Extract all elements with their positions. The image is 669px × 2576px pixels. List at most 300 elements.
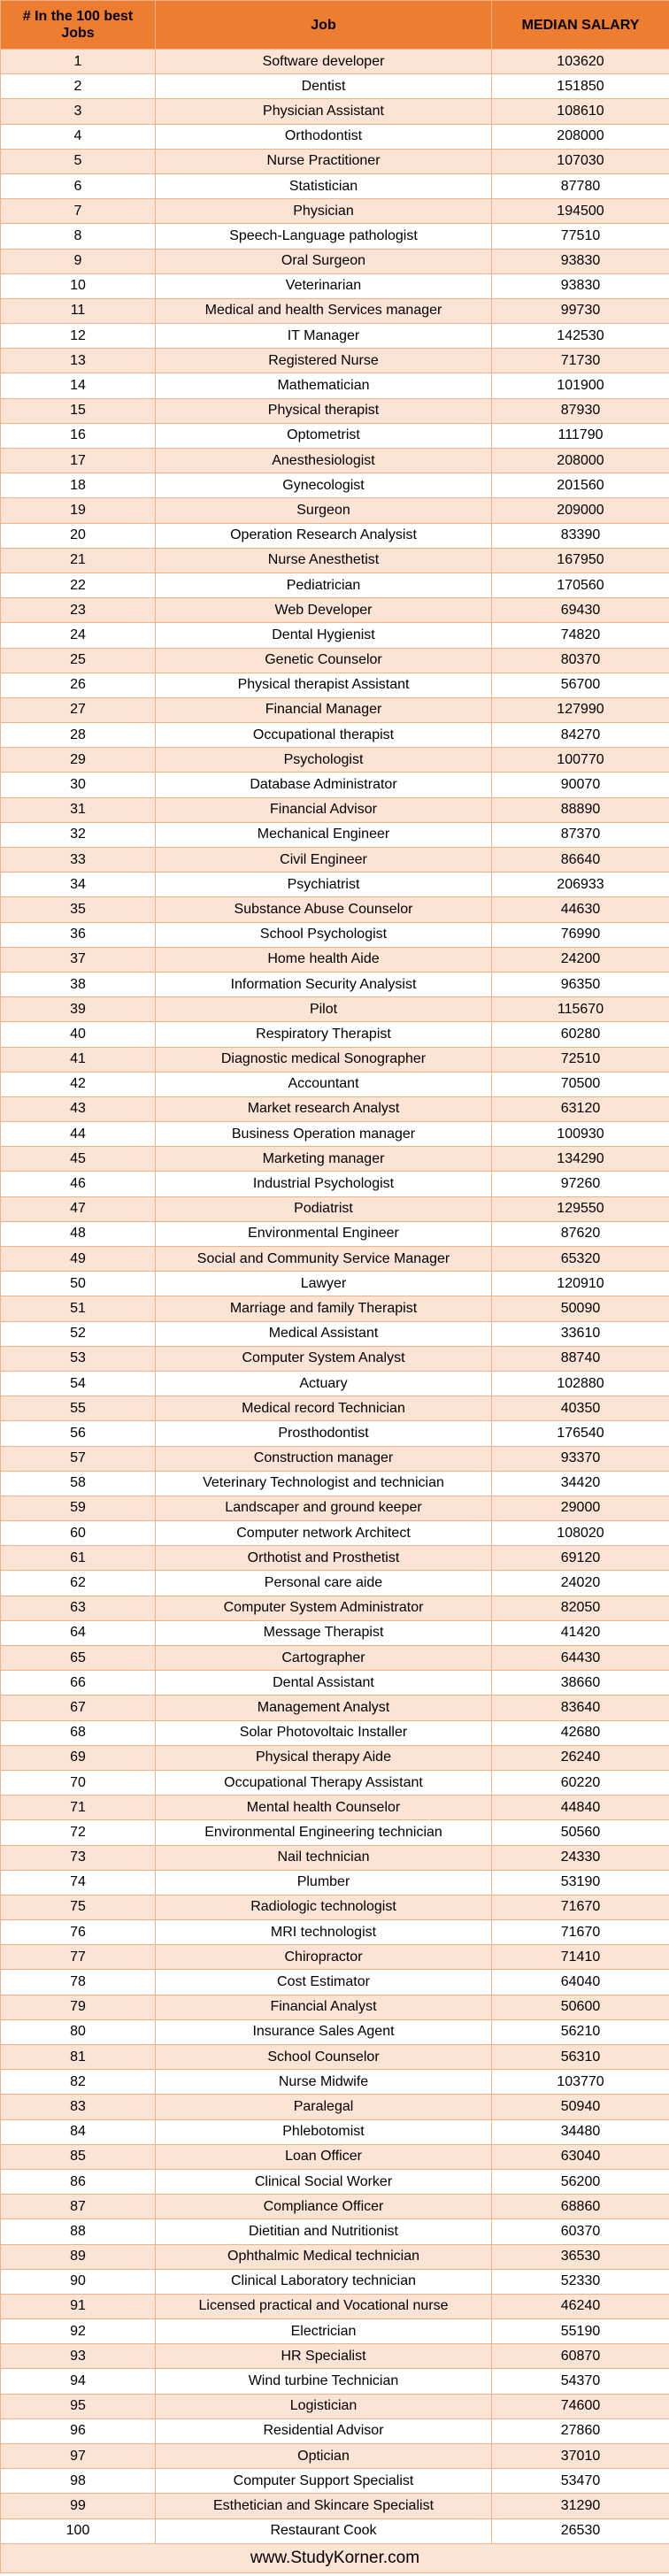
table-row — [1, 423, 669, 448]
rank-cell: 44 — [1, 1122, 156, 1147]
table-row — [1, 498, 669, 523]
table-row — [1, 797, 669, 822]
rank-cell: 47 — [1, 1196, 156, 1221]
job-cell: Web Developer — [156, 598, 492, 623]
header-row — [1, 1, 669, 50]
job-cell: Clinical Social Worker — [156, 2169, 492, 2194]
salary-cell: 76990 — [492, 922, 669, 947]
job-cell: Loan Officer — [156, 2144, 492, 2169]
rank-cell: 40 — [1, 1022, 156, 1047]
salary-cell: 176540 — [492, 1421, 669, 1446]
salary-cell: 26530 — [492, 2518, 669, 2543]
job-cell: School Psychologist — [156, 922, 492, 947]
job-cell: Accountant — [156, 1072, 492, 1096]
rank-cell: 42 — [1, 1072, 156, 1096]
rank-cell: 57 — [1, 1446, 156, 1471]
table-row — [1, 449, 669, 473]
table-row — [1, 1396, 669, 1421]
salary-cell: 101900 — [492, 373, 669, 398]
salary-cell: 24020 — [492, 1571, 669, 1596]
rank-cell: 71 — [1, 1796, 156, 1820]
job-cell: Veterinarian — [156, 273, 492, 298]
job-cell: Dental Assistant — [156, 1671, 492, 1696]
salary-cell: 108020 — [492, 1521, 669, 1546]
rank-cell: 95 — [1, 2394, 156, 2418]
table-header — [1, 1, 669, 50]
salary-cell: 29000 — [492, 1496, 669, 1520]
job-cell: Electrician — [156, 2319, 492, 2344]
table-row — [1, 2494, 669, 2518]
header-median-salary: MEDIAN SALARY — [492, 1, 669, 50]
table-row — [1, 1022, 669, 1047]
rank-cell: 58 — [1, 1471, 156, 1496]
table-row — [1, 1770, 669, 1795]
table-row — [1, 324, 669, 349]
job-cell: Chiropractor — [156, 1945, 492, 1970]
table-row — [1, 1671, 669, 1696]
table-row — [1, 1620, 669, 1645]
rank-cell: 78 — [1, 1970, 156, 1995]
rank-cell: 34 — [1, 873, 156, 897]
job-cell: Insurance Sales Agent — [156, 2019, 492, 2044]
job-cell: Computer Support Specialist — [156, 2469, 492, 2494]
salary-cell: 99730 — [492, 298, 669, 323]
table-row — [1, 548, 669, 573]
job-cell: Operation Research Analysist — [156, 523, 492, 548]
job-cell: Medical record Technician — [156, 1396, 492, 1421]
job-cell: Occupational therapist — [156, 723, 492, 748]
table-row — [1, 2518, 669, 2543]
table-row — [1, 298, 669, 323]
table-footer — [1, 2543, 669, 2572]
table-row — [1, 673, 669, 697]
salary-cell: 100930 — [492, 1122, 669, 1147]
salary-cell: 56310 — [492, 2045, 669, 2070]
rank-cell: 76 — [1, 1920, 156, 1945]
salary-cell: 60220 — [492, 1770, 669, 1795]
job-cell: Environmental Engineer — [156, 1221, 492, 1246]
table-row — [1, 972, 669, 996]
rank-cell: 13 — [1, 349, 156, 373]
table-row — [1, 1745, 669, 1770]
rank-cell: 67 — [1, 1696, 156, 1720]
salary-cell: 64430 — [492, 1646, 669, 1671]
rank-cell: 70 — [1, 1770, 156, 1795]
table-row — [1, 1820, 669, 1845]
rank-cell: 54 — [1, 1371, 156, 1396]
salary-cell: 52330 — [492, 2269, 669, 2294]
job-cell: Statistician — [156, 173, 492, 198]
rank-cell: 49 — [1, 1247, 156, 1272]
salary-cell: 77510 — [492, 224, 669, 249]
salary-cell: 53470 — [492, 2469, 669, 2494]
job-cell: Physician Assistant — [156, 99, 492, 124]
rank-cell: 96 — [1, 2418, 156, 2443]
table-row — [1, 2394, 669, 2418]
rank-cell: 38 — [1, 972, 156, 996]
rank-cell: 93 — [1, 2344, 156, 2369]
table-row — [1, 1995, 669, 2019]
salary-cell: 129550 — [492, 1196, 669, 1221]
rank-cell: 60 — [1, 1521, 156, 1546]
salary-cell: 100770 — [492, 748, 669, 773]
salary-cell: 103620 — [492, 50, 669, 74]
job-cell: Respiratory Therapist — [156, 1022, 492, 1047]
job-cell: Industrial Psychologist — [156, 1172, 492, 1196]
table-row — [1, 1047, 669, 1072]
salary-cell: 56700 — [492, 673, 669, 697]
table-row — [1, 224, 669, 249]
rank-cell: 66 — [1, 1671, 156, 1696]
job-cell: Orthotist and Prosthetist — [156, 1546, 492, 1571]
job-cell: Financial Advisor — [156, 797, 492, 822]
table-row — [1, 1321, 669, 1346]
rank-cell: 35 — [1, 897, 156, 922]
table-row — [1, 2418, 669, 2443]
table-row — [1, 2070, 669, 2095]
rank-cell: 80 — [1, 2019, 156, 2044]
table-row — [1, 2045, 669, 2070]
rank-cell: 46 — [1, 1172, 156, 1196]
table-row — [1, 2219, 669, 2244]
rank-cell: 62 — [1, 1571, 156, 1596]
salary-cell: 206933 — [492, 873, 669, 897]
rank-cell: 48 — [1, 1221, 156, 1246]
salary-cell: 74820 — [492, 623, 669, 648]
table-row — [1, 2169, 669, 2194]
job-cell: Nurse Anesthetist — [156, 548, 492, 573]
table-row — [1, 922, 669, 947]
salary-cell: 27860 — [492, 2418, 669, 2443]
job-cell: Civil Engineer — [156, 848, 492, 873]
table-row — [1, 149, 669, 173]
rank-cell: 50 — [1, 1272, 156, 1296]
rank-cell: 73 — [1, 1845, 156, 1870]
rank-cell: 11 — [1, 298, 156, 323]
rank-cell: 88 — [1, 2219, 156, 2244]
job-cell: Nurse Practitioner — [156, 149, 492, 173]
rank-cell: 5 — [1, 149, 156, 173]
rank-cell: 25 — [1, 648, 156, 673]
rank-cell: 72 — [1, 1820, 156, 1845]
table-row — [1, 848, 669, 873]
job-cell: Pediatrician — [156, 573, 492, 597]
salary-cell: 55190 — [492, 2319, 669, 2344]
salary-cell: 97260 — [492, 1172, 669, 1196]
rank-cell: 45 — [1, 1147, 156, 1172]
rank-cell: 56 — [1, 1421, 156, 1446]
job-cell: Paralegal — [156, 2095, 492, 2119]
rank-cell: 75 — [1, 1895, 156, 1919]
job-cell: Podiatrist — [156, 1196, 492, 1221]
rank-cell: 21 — [1, 548, 156, 573]
salary-cell: 37010 — [492, 2444, 669, 2469]
rank-cell: 12 — [1, 324, 156, 349]
salary-cell: 70500 — [492, 1072, 669, 1096]
table-row — [1, 697, 669, 722]
job-cell: Occupational Therapy Assistant — [156, 1770, 492, 1795]
salary-cell: 50600 — [492, 1995, 669, 2019]
job-cell: Environmental Engineering technician — [156, 1820, 492, 1845]
rank-cell: 33 — [1, 848, 156, 873]
job-cell: Computer System Analyst — [156, 1346, 492, 1371]
rank-cell: 24 — [1, 623, 156, 648]
job-cell: Registered Nurse — [156, 349, 492, 373]
job-cell: Restaurant Cook — [156, 2518, 492, 2543]
salary-cell: 102880 — [492, 1371, 669, 1396]
rank-cell: 86 — [1, 2169, 156, 2194]
table-row — [1, 349, 669, 373]
job-cell: Landscaper and ground keeper — [156, 1496, 492, 1520]
salary-cell: 208000 — [492, 124, 669, 149]
job-cell: Solar Photovoltaic Installer — [156, 1720, 492, 1745]
salary-cell: 56210 — [492, 2019, 669, 2044]
table-row — [1, 1920, 669, 1945]
salary-cell: 60870 — [492, 2344, 669, 2369]
table-row — [1, 398, 669, 423]
rank-cell: 90 — [1, 2269, 156, 2294]
salary-cell: 170560 — [492, 573, 669, 597]
rank-cell: 30 — [1, 773, 156, 797]
job-cell: Financial Analyst — [156, 1995, 492, 2019]
table-row — [1, 99, 669, 124]
table-row — [1, 50, 669, 74]
rank-cell: 53 — [1, 1346, 156, 1371]
rank-cell: 83 — [1, 2095, 156, 2119]
job-cell: Orthodontist — [156, 124, 492, 149]
table-row — [1, 124, 669, 149]
job-cell: Market research Analyst — [156, 1096, 492, 1121]
job-cell: Diagnostic medical Sonographer — [156, 1047, 492, 1072]
job-cell: Ophthalmic Medical technician — [156, 2244, 492, 2269]
salary-cell: 142530 — [492, 324, 669, 349]
salary-cell: 93370 — [492, 1446, 669, 1471]
salary-cell: 88740 — [492, 1346, 669, 1371]
rank-cell: 65 — [1, 1646, 156, 1671]
table-body — [1, 50, 669, 2544]
salary-cell: 64040 — [492, 1970, 669, 1995]
table-row — [1, 822, 669, 847]
table-row — [1, 1546, 669, 1571]
job-cell: Marketing manager — [156, 1147, 492, 1172]
table-row — [1, 1196, 669, 1221]
rank-cell: 17 — [1, 449, 156, 473]
rank-cell: 98 — [1, 2469, 156, 2494]
table-row — [1, 1446, 669, 1471]
table-row — [1, 1970, 669, 1995]
rank-cell: 4 — [1, 124, 156, 149]
rank-cell: 22 — [1, 573, 156, 597]
salary-cell: 54370 — [492, 2369, 669, 2394]
rank-cell: 29 — [1, 748, 156, 773]
rank-cell: 26 — [1, 673, 156, 697]
salary-cell: 87780 — [492, 173, 669, 198]
salary-cell: 87930 — [492, 398, 669, 423]
table-row — [1, 249, 669, 273]
salary-cell: 36530 — [492, 2244, 669, 2269]
rank-cell: 9 — [1, 249, 156, 273]
table-row — [1, 2244, 669, 2269]
salary-cell: 115670 — [492, 997, 669, 1022]
salary-cell: 151850 — [492, 74, 669, 99]
table-row — [1, 598, 669, 623]
job-cell: Physical therapist — [156, 398, 492, 423]
job-cell: Pilot — [156, 997, 492, 1022]
table-row — [1, 1346, 669, 1371]
table-row — [1, 1521, 669, 1546]
table-row — [1, 573, 669, 597]
job-cell: Cost Estimator — [156, 1970, 492, 1995]
job-cell: Message Therapist — [156, 1620, 492, 1645]
table-row — [1, 1596, 669, 1620]
rank-cell: 6 — [1, 173, 156, 198]
job-cell: Social and Community Service Manager — [156, 1247, 492, 1272]
salary-cell: 63040 — [492, 2144, 669, 2169]
job-cell: Esthetician and Skincare Specialist — [156, 2494, 492, 2518]
salary-cell: 60280 — [492, 1022, 669, 1047]
table-row — [1, 648, 669, 673]
job-cell: Psychiatrist — [156, 873, 492, 897]
job-cell: Dietitian and Nutritionist — [156, 2219, 492, 2244]
rank-cell: 7 — [1, 199, 156, 224]
salary-cell: 44630 — [492, 897, 669, 922]
table-row — [1, 1247, 669, 1272]
salary-cell: 69430 — [492, 598, 669, 623]
rank-cell: 77 — [1, 1945, 156, 1970]
job-cell: Psychologist — [156, 748, 492, 773]
salary-cell: 103770 — [492, 2070, 669, 2095]
rank-cell: 92 — [1, 2319, 156, 2344]
salary-cell: 24330 — [492, 1845, 669, 1870]
rank-cell: 69 — [1, 1745, 156, 1770]
table-row — [1, 2319, 669, 2344]
job-cell: Mechanical Engineer — [156, 822, 492, 847]
table-row — [1, 1796, 669, 1820]
header-job: Job — [156, 1, 492, 50]
salary-cell: 86640 — [492, 848, 669, 873]
job-cell: Optometrist — [156, 423, 492, 448]
table-row — [1, 1496, 669, 1520]
salary-cell: 56200 — [492, 2169, 669, 2194]
rank-cell: 63 — [1, 1596, 156, 1620]
rank-cell: 82 — [1, 2070, 156, 2095]
table-row — [1, 473, 669, 498]
salary-cell: 31290 — [492, 2494, 669, 2518]
salary-cell: 107030 — [492, 149, 669, 173]
rank-cell: 3 — [1, 99, 156, 124]
rank-cell: 19 — [1, 498, 156, 523]
table-row — [1, 1870, 669, 1895]
salary-cell: 209000 — [492, 498, 669, 523]
table-row — [1, 773, 669, 797]
job-cell: Mathematician — [156, 373, 492, 398]
table-row — [1, 273, 669, 298]
salary-cell: 26240 — [492, 1745, 669, 1770]
table-row — [1, 2195, 669, 2219]
salary-cell: 60370 — [492, 2219, 669, 2244]
rank-cell: 18 — [1, 473, 156, 498]
salary-cell: 40350 — [492, 1396, 669, 1421]
salary-cell: 80370 — [492, 648, 669, 673]
table-row — [1, 1122, 669, 1147]
salary-cell: 71670 — [492, 1895, 669, 1919]
job-cell: Mental health Counselor — [156, 1796, 492, 1820]
rank-cell: 20 — [1, 523, 156, 548]
rank-cell: 94 — [1, 2369, 156, 2394]
table-row — [1, 1571, 669, 1596]
salary-cell: 50090 — [492, 1296, 669, 1321]
rank-cell: 1 — [1, 50, 156, 74]
header-rank: # In the 100 best Jobs — [1, 1, 156, 50]
table-row — [1, 997, 669, 1022]
salary-cell: 72510 — [492, 1047, 669, 1072]
job-cell: Database Administrator — [156, 773, 492, 797]
salary-cell: 42680 — [492, 1720, 669, 1745]
job-cell: Dentist — [156, 74, 492, 99]
rank-cell: 81 — [1, 2045, 156, 2070]
salary-cell: 63120 — [492, 1096, 669, 1121]
table-row — [1, 1696, 669, 1720]
table-row — [1, 897, 669, 922]
salary-cell: 71410 — [492, 1945, 669, 1970]
job-cell: Prosthodontist — [156, 1421, 492, 1446]
salary-cell: 50940 — [492, 2095, 669, 2119]
rank-cell: 100 — [1, 2518, 156, 2543]
table-row — [1, 2294, 669, 2318]
salary-cell: 83640 — [492, 1696, 669, 1720]
rank-cell: 43 — [1, 1096, 156, 1121]
salary-cell: 71670 — [492, 1920, 669, 1945]
table-row — [1, 1945, 669, 1970]
job-cell: Wind turbine Technician — [156, 2369, 492, 2394]
table-row — [1, 199, 669, 224]
job-cell: School Counselor — [156, 2045, 492, 2070]
job-cell: Nail technician — [156, 1845, 492, 1870]
salary-cell: 127990 — [492, 697, 669, 722]
rank-cell: 27 — [1, 697, 156, 722]
rank-cell: 41 — [1, 1047, 156, 1072]
job-cell: IT Manager — [156, 324, 492, 349]
table-row — [1, 873, 669, 897]
table-row — [1, 1147, 669, 1172]
salary-cell: 38660 — [492, 1671, 669, 1696]
salary-cell: 167950 — [492, 548, 669, 573]
salary-cell: 69120 — [492, 1546, 669, 1571]
job-cell: Gynecologist — [156, 473, 492, 498]
salary-cell: 46240 — [492, 2294, 669, 2318]
table-row — [1, 723, 669, 748]
salary-cell: 96350 — [492, 972, 669, 996]
job-cell: Veterinary Technologist and technician — [156, 1471, 492, 1496]
footer-row — [1, 2543, 669, 2572]
rank-cell: 36 — [1, 922, 156, 947]
salary-cell: 134290 — [492, 1147, 669, 1172]
job-cell: Phlebotomist — [156, 2119, 492, 2144]
job-cell: Computer network Architect — [156, 1521, 492, 1546]
job-cell: Management Analyst — [156, 1696, 492, 1720]
job-cell: Personal care aide — [156, 1571, 492, 1596]
job-cell: Business Operation manager — [156, 1122, 492, 1147]
rank-cell: 74 — [1, 1870, 156, 1895]
job-cell: Speech-Language pathologist — [156, 224, 492, 249]
salary-cell: 24200 — [492, 947, 669, 972]
salary-cell: 53190 — [492, 1870, 669, 1895]
table-row — [1, 623, 669, 648]
rank-cell: 10 — [1, 273, 156, 298]
job-cell: Radiologic technologist — [156, 1895, 492, 1919]
rank-cell: 31 — [1, 797, 156, 822]
rank-cell: 84 — [1, 2119, 156, 2144]
